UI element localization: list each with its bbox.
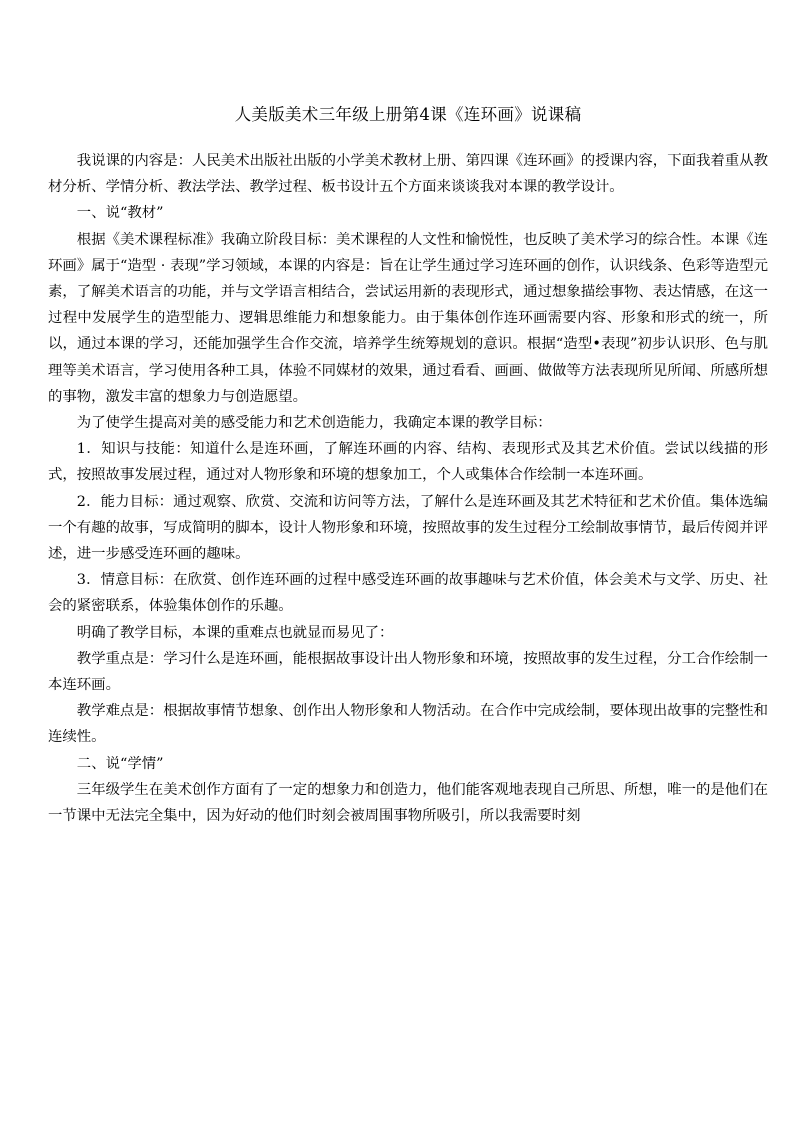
paragraph-goal-knowledge: 1．知识与技能：知道什么是连环画，了解连环画的内容、结构、表现形式及其艺术价值。尝试以线描的形式，按照故事发展过程，通过对人物形象和环境的想象加工，个人或集体合作绘制一本连环画。 — [48, 441, 768, 484]
document-title: 人美版美术三年级上册第4课《连环画》说课稿 — [234, 105, 582, 124]
paragraph-key-point: 教学重点是：学习什么是连环画，能根据故事设计出人物形象和环境，按照故事的发生过程，分工合作绘制一本连环画。 — [48, 650, 768, 694]
paragraph-textbook-analysis: 根据《美术课程标准》我确立阶段目标：美术课程的人文性和愉悦性，也反映了美术学习的综合性。本课《连环画》属于“造型 · 表现”学习领域，本课的内容是：旨在让学生通过学习连环画的创作，认识线条、色彩等造型元素，了解美术语言的功能，并与文学语言相结合，尝试运用新的表现形式，通过想象描绘事物、表达情感，在这一过程中发展学生的造型能力、逻辑思维能力和想象能力。由于集体创作连环画需要内容、形象和形式的统一，所以，通过本课的学习，还能加强学生合作交流，培养学生统筹规划的意识。根据“造型•表现”初步认识形、色与肌理等美术语言，学习使用各种工具，体验不同媒材的效果，通过看看、画画、做做等方法表现所见所闻、所感所想的事物，激发丰富的想象力与创造愿望。 — [48, 231, 768, 405]
section-heading-textbook: 一、说“教材” — [76, 205, 164, 222]
paragraph-key-points-intro: 明确了教学目标，本课的重难点也就显而易见了： — [76, 624, 394, 641]
paragraph-intro: 我说课的内容是：人民美术出版社出版的小学美术教材上册、第四课《连环画》的授课内容，下面我着重从教材分析、学情分析、教法学法、教学过程、板书设计五个方面来谈谈我对本课的教学设计。 — [48, 153, 768, 196]
document-body — [48, 148, 768, 829]
paragraph-goals-intro: 为了使学生提高对美的感受能力和艺术创造能力，我确定本课的教学目标： — [76, 415, 552, 432]
section-heading-students: 二、说“学情” — [76, 755, 164, 772]
paragraph-difficulty: 教学难点是：根据故事情节想象、创作出人物形象和人物活动。在合作中完成绘制，要体现出故事的完整性和连续性。 — [48, 703, 768, 746]
document-page — [48, 0, 768, 1123]
paragraph-student-analysis: 三年级学生在美术创作方面有了一定的想象力和创造力，他们能客观地表现自己所思、所想，唯一的是他们在一节课中无法完全集中，因为好动的他们时刻会被周围事物所吸引，所以我需要时刻 — [48, 781, 768, 825]
paragraph-goal-emotion: 3．情意目标：在欣赏、创作连环画的过程中感受连环画的故事趣味与艺术价值，体会美术与文学、历史、社会的紧密联系，体验集体创作的乐趣。 — [48, 572, 768, 615]
paragraph-goal-ability: 2．能力目标：通过观察、欣赏、交流和访问等方法，了解什么是连环画及其艺术特征和艺术价值。集体选编一个有趣的故事，写成简明的脚本，设计人物形象和环境，按照故事的发生过程分工绘制故事情节，最后传阅并评述，进一步感受连环画的趣味。 — [48, 493, 768, 563]
